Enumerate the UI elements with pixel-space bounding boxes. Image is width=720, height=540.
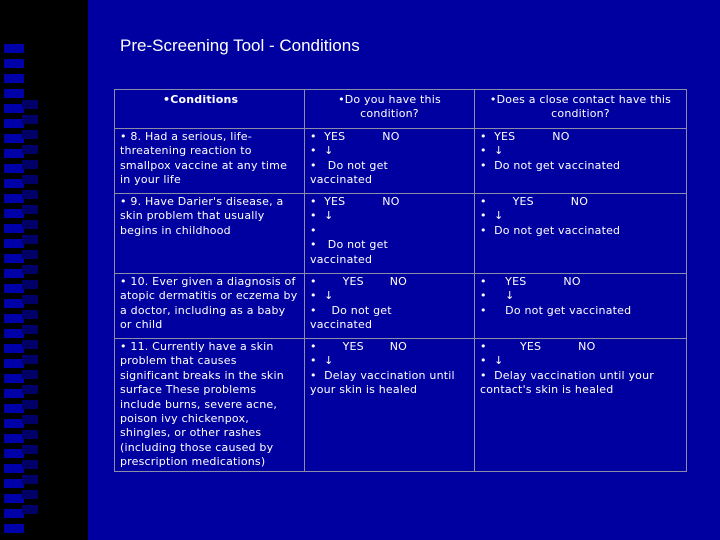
- answer-line: • ↓: [310, 289, 334, 303]
- answer-line: • ↓: [480, 144, 504, 158]
- answer-line: • Do not get vaccinated: [480, 158, 621, 172]
- answer-line: • YES NO: [310, 195, 400, 208]
- you-cell: [305, 129, 475, 194]
- answer-line: • YES NO: [480, 340, 596, 353]
- answer-line: vaccinated: [310, 318, 373, 332]
- table-row: [115, 339, 687, 472]
- table-row: [115, 274, 687, 339]
- answer-line: • Delay vaccination until: [310, 368, 455, 382]
- you-cell: [305, 274, 475, 339]
- answer-line: • YES NO: [310, 275, 407, 288]
- answer-line: • Do not get: [310, 158, 389, 172]
- header-you: [305, 90, 475, 129]
- table-row: [115, 194, 687, 274]
- answer-line: vaccinated: [310, 173, 373, 187]
- answer-line: vaccinated: [310, 252, 373, 266]
- decorative-squares: [4, 44, 24, 536]
- answer-line: • ↓: [310, 209, 334, 223]
- answer-line: • ↓: [480, 209, 504, 223]
- answer-line: • YES NO: [480, 195, 589, 208]
- header-contact-text: •Does a close contact have this condition?: [489, 93, 672, 121]
- answer-line: • YES NO: [480, 275, 581, 288]
- header-conditions: •Conditions: [115, 90, 305, 129]
- answer-line: • Do not get vaccinated: [480, 303, 632, 317]
- you-cell: [305, 194, 475, 274]
- header-contact: [475, 90, 687, 129]
- condition-cell: • 11. Currently have a skin problem that causes significant breaks in the skin surface These problems include burns, severe acne, poison ivy chickenpox, shingles, or other rashes (including those caused by prescription medications): [115, 339, 305, 472]
- answer-line: • Delay vaccination until your: [480, 368, 655, 382]
- you-cell: [305, 339, 475, 472]
- contact-cell: [475, 194, 687, 274]
- answer-line: • Do not get: [310, 238, 389, 252]
- answer-line: • Do not get: [310, 303, 392, 317]
- contact-cell: [475, 129, 687, 194]
- answer-line: • YES NO: [310, 340, 407, 353]
- conditions-table: [114, 89, 687, 472]
- answer-line: • ↓: [480, 354, 504, 368]
- answer-line: contact's skin is healed: [480, 383, 614, 397]
- answer-line: •: [310, 223, 317, 237]
- condition-cell: • 10. Ever given a diagnosis of atopic dermatitis or eczema by a doctor, including as a baby or child: [115, 274, 305, 339]
- answer-line: • YES NO: [480, 130, 570, 143]
- answer-line: • ↓: [310, 144, 334, 158]
- answer-line: • YES NO: [310, 130, 400, 143]
- answer-line: • Do not get vaccinated: [480, 223, 621, 237]
- header-you-text: •Do you have this condition?: [338, 93, 441, 121]
- answer-line: • ↓: [480, 289, 515, 303]
- condition-cell: • 9. Have Darier's disease, a skin problem that usually begins in childhood: [115, 194, 305, 274]
- table-row: [115, 129, 687, 194]
- contact-cell: [475, 274, 687, 339]
- condition-cell: • 8. Had a serious, life-threatening reaction to smallpox vaccine at any time in your life: [115, 129, 305, 194]
- answer-line: • ↓: [310, 354, 334, 368]
- answer-line: your skin is healed: [310, 383, 418, 397]
- decorative-strip: [0, 0, 88, 540]
- decorative-squares-inner: [22, 100, 38, 520]
- slide-title: Pre-Screening Tool - Conditions: [120, 36, 360, 55]
- table-header-row: [115, 90, 687, 129]
- contact-cell: [475, 339, 687, 472]
